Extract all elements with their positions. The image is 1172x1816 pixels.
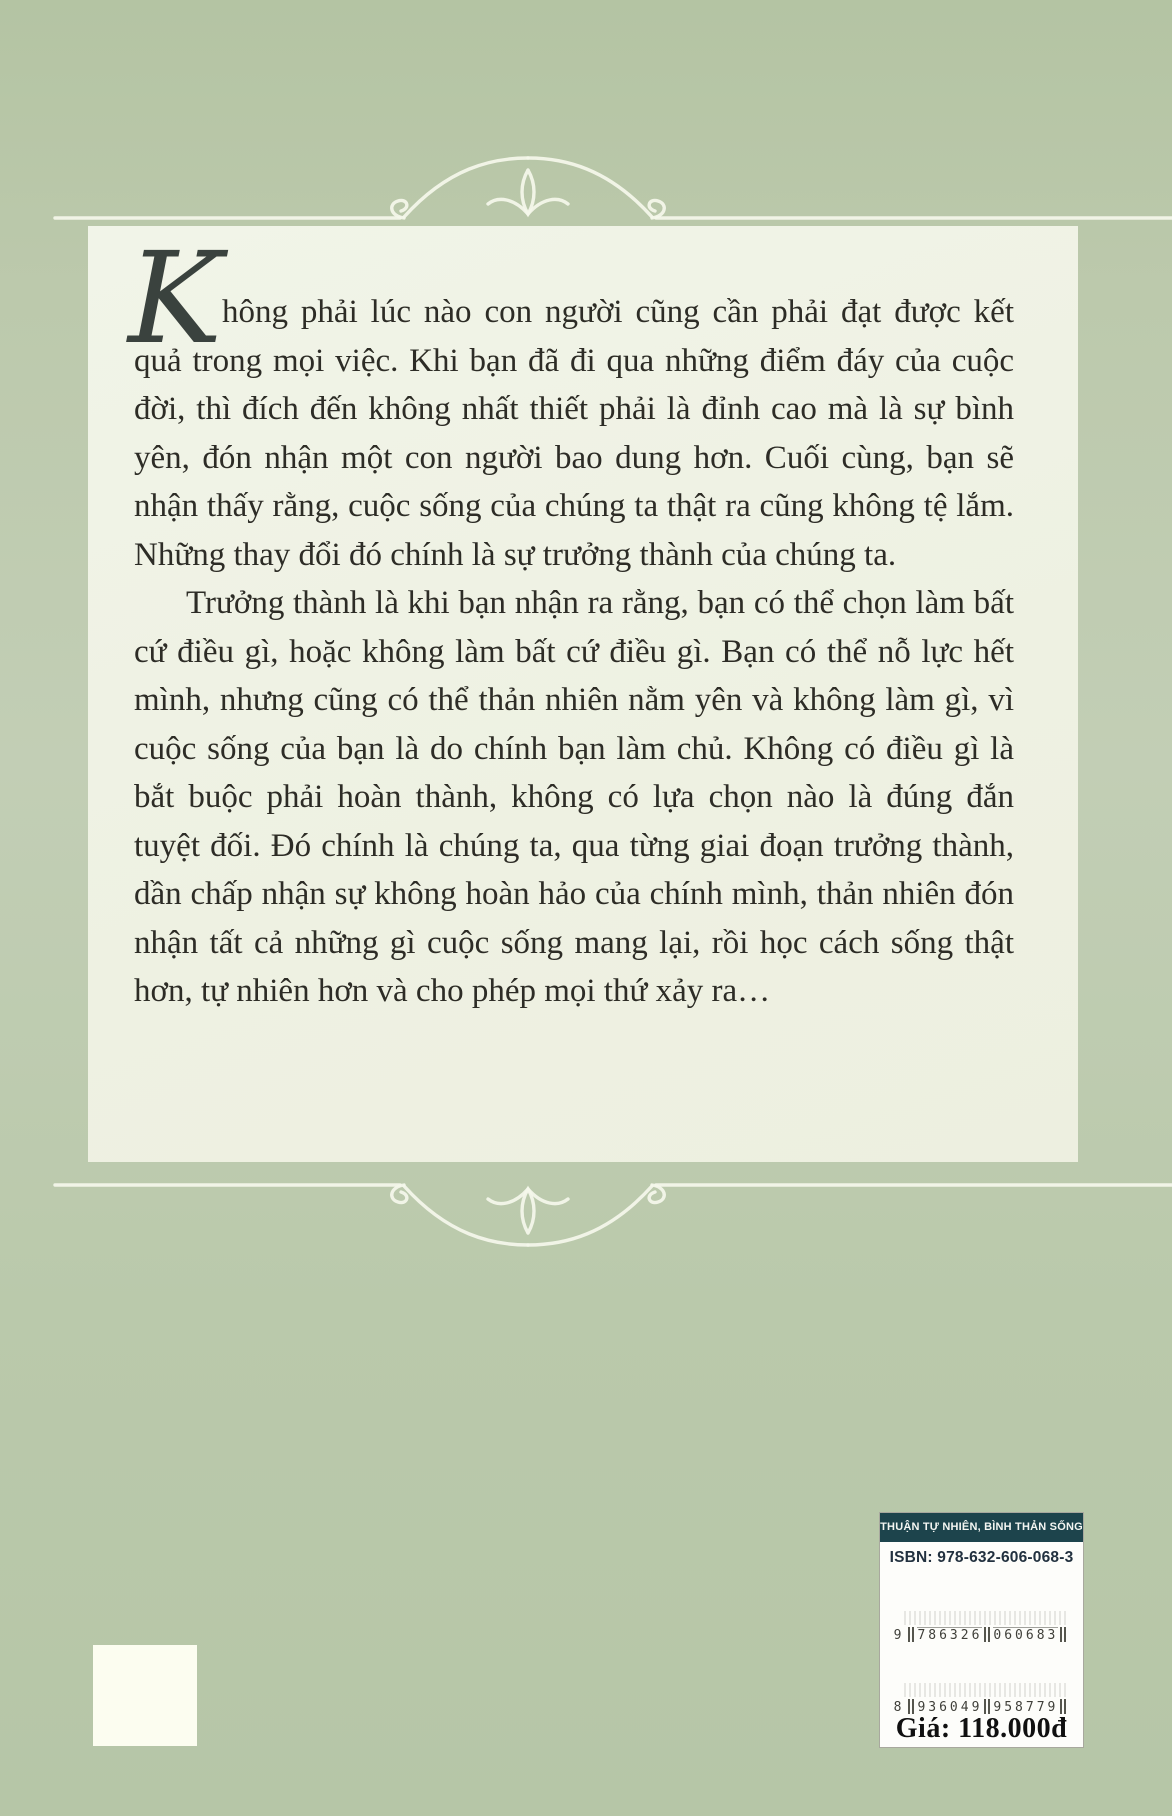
blurb-text bbox=[88, 226, 1078, 1016]
faded-barcode-bars bbox=[904, 1683, 1069, 1697]
isbn-text: ISBN: 978-632-606-068-3 bbox=[889, 1549, 1074, 1566]
barcode-digits bbox=[880, 1627, 1083, 1643]
barcode-lead-digit: 8 bbox=[893, 1700, 905, 1715]
barcode-guard-icon bbox=[908, 1627, 910, 1642]
blank-sticker bbox=[93, 1645, 197, 1746]
barcode-group-2: 958779 bbox=[993, 1700, 1059, 1715]
barcode-ean13-product bbox=[880, 1683, 1083, 1715]
blurb-paragraph-1-text: hông phải lúc nào con người cũng cần phải đạt được kết quả trong mọi việc. Khi bạn đã đi qua những điểm đáy của cuộc đời, thì đích đến không nhất thiết phải là đỉnh cao mà là sự bình yên, đón nhận một con người bao dung hơn. Cuối cùng, bạn sẽ nhận thấy rằng, cuộc sống của chúng ta thật ra cũng không tệ lắm. Những thay đổi đó chính là sự trưởng thành của chúng ta. bbox=[134, 294, 1014, 573]
divider-flourish-bottom-icon bbox=[0, 1133, 1172, 1263]
blurb-panel bbox=[88, 226, 1078, 1162]
barcode-guard-icon bbox=[984, 1627, 986, 1642]
barcode-guard-icon bbox=[1060, 1699, 1062, 1714]
barcode-group-1: 786326 bbox=[917, 1628, 983, 1643]
series-title-bar: THUẬN TỰ NHIÊN, BÌNH THẢN SỐNG bbox=[880, 1513, 1083, 1542]
blurb-paragraph-1 bbox=[134, 288, 1014, 579]
barcode-guard-icon bbox=[1060, 1627, 1062, 1642]
price-text: Giá: 118.000đ bbox=[895, 1713, 1068, 1744]
barcode-guard-icon bbox=[984, 1699, 986, 1714]
barcode-group-1: 936049 bbox=[917, 1700, 983, 1715]
price-barcode-label bbox=[879, 1512, 1084, 1748]
barcode-guard-icon bbox=[908, 1699, 910, 1714]
barcode-lead-digit: 9 bbox=[893, 1628, 905, 1643]
drop-cap-letter: K bbox=[128, 225, 223, 372]
barcode-ean13-isbn bbox=[880, 1611, 1083, 1643]
barcode-group-2: 060683 bbox=[993, 1628, 1059, 1643]
blurb-paragraph-2: Trưởng thành là khi bạn nhận ra rằng, bạn có thể chọn làm bất cứ điều gì, hoặc không làm bất cứ điều gì. Bạn có thể nỗ lực hết mình, nhưng cũng có thể thản nhiên nằm yên và không làm gì, vì cuộc sống của bạn là do chính bạn làm chủ. Không có điều gì là bắt buộc phải hoàn thành, không có lựa chọn nào là đúng đắn tuyệt đối. Đó chính là chúng ta, qua từng giai đoạn trưởng thành, dần chấp nhận sự không hoàn hảo của chính mình, thản nhiên đón nhận tất cả những gì cuộc sống mang lại, rồi học cách sống thật hơn, tự nhiên hơn và cho phép mọi thứ xảy ra… bbox=[134, 585, 1014, 1009]
faded-barcode-bars bbox=[904, 1611, 1069, 1625]
